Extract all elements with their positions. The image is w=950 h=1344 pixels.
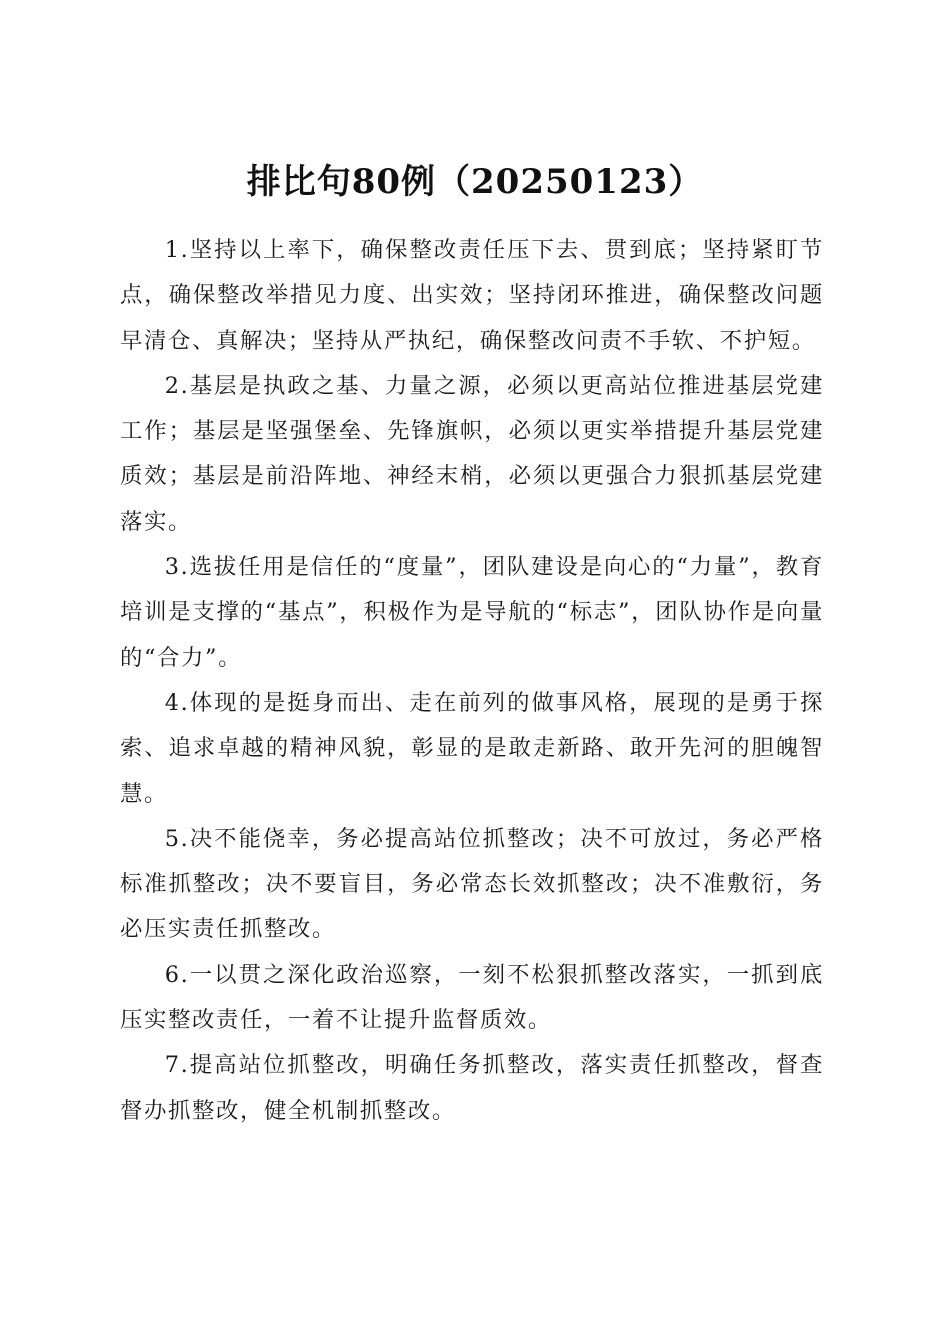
paragraph-3: 3.选拔任用是信任的“度量”，团队建设是向心的“力量”，教育培训是支撑的“基点”，积极作为是导航的“标志”，团队协作是向量的“合力”。 (120, 554, 824, 671)
document-body (120, 228, 824, 1134)
paragraph-1: 1.坚持以上率下，确保整改责任压下去、贯到底；坚持紧盯节点，确保整改举措见力度、出实效；坚持闭环推进，确保整改问题早清仓、真解决；坚持从严执纪，确保整改问责不手软、不护短。 (120, 237, 824, 354)
paragraph-4: 4.体现的是挺身而出、走在前列的做事风格，展现的是勇于探索、追求卓越的精神风貌，彰显的是敢走新路、敢开先河的胆魄智慧。 (120, 689, 824, 807)
document-title: 排比句80例（20250123） (246, 161, 704, 202)
paragraph-7: 7.提高站位抓整改，明确任务抓整改，落实责任抓整改，督查督办抓整改，健全机制抓整改。 (120, 1052, 824, 1124)
paragraph-6: 6.一以贯之深化政治巡察，一刻不松狠抓整改落实，一抓到底压实整改责任，一着不让提升监督质效。 (120, 961, 824, 1034)
paragraph-2: 2.基层是执政之基、力量之源，必须以更高站位推进基层党建工作；基层是坚强堡垒、先锋旗帜，必须以更实举措提升基层党建质效；基层是前沿阵地、神经末梢，必须以更强合力狠抓基层党建落实。 (120, 372, 824, 535)
paragraph-5: 5.决不能侥幸，务必提高站位抓整改；决不可放过，务必严格标准抓整改；决不要盲目，务必常态长效抓整改；决不准敷衍，务必压实责任抓整改。 (120, 825, 824, 943)
